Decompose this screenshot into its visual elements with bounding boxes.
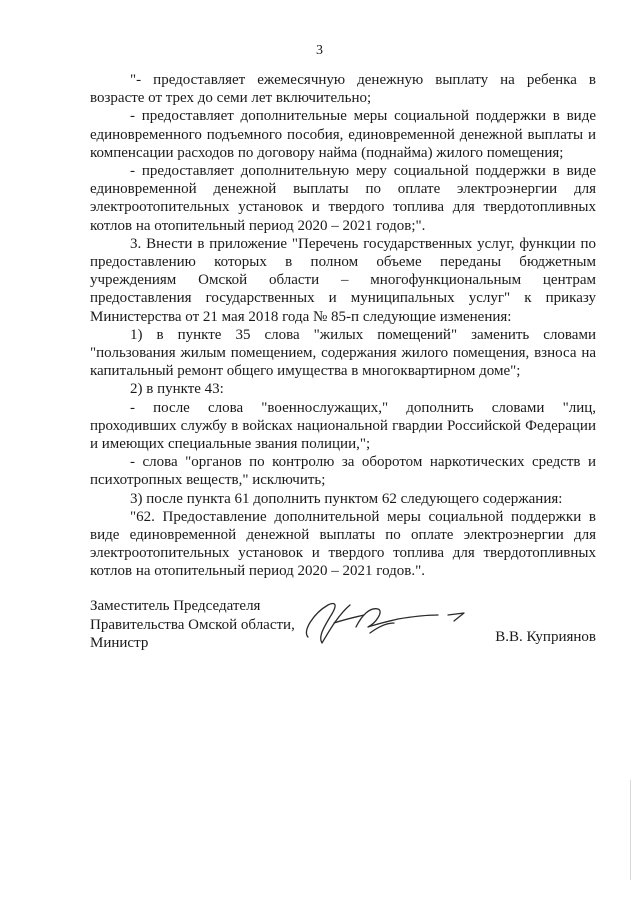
paragraph-10: "62. Предоставление дополнительной меры социальной поддержки в виде единовременной денежной выплаты по оплате электроэнергии для электроотопительных установок и твердого топлива для твердотопливных котлов на отопительный период 2020 – 2021 годов.". [90, 508, 596, 580]
handwritten-signature [298, 593, 474, 653]
paragraph-1: "- предоставляет ежемесячную денежную выплату на ребенка в возрасте от трех до семи лет включительно; [90, 72, 596, 107]
paragraph-7: - после слова "военнослужащих," дополнить словами "лиц, проходивших службу в войсках национальной гвардии Российской Федерации и имеющих специальные звания полиции,"; [90, 399, 596, 453]
paragraph-3: - предоставляет дополнительную меру социальной поддержки в виде единовременной денежной выплаты по оплате электроэнергии для электроотопительных установок и твердого топлива для твердотопливных котлов на отопительный период 2020 – 2021 годов;". [90, 163, 596, 234]
position-line-1: Заместитель Председателя [90, 598, 261, 614]
scan-edge-line [630, 780, 631, 880]
position-line-2: Правительства Омской области, [90, 616, 295, 633]
paragraph-6: 2) в пункте 43: [130, 381, 224, 398]
signatory-name: В.В. Куприянов [495, 629, 596, 645]
paragraph-5: 1) в пункте 35 слова "жилых помещений" заменить словами "пользования жилым помещением, содержания жилого помещения, взноса на капитальный ремонт общего имущества в многоквартирном доме"; [90, 326, 596, 380]
paragraph-8: - слова "органов по контролю за оборотом наркотических средств и психотропных веществ," исключить; [90, 454, 596, 489]
signature-block [90, 597, 596, 657]
paragraph-2: - предоставляет дополнительные меры социальной поддержки в виде единовременного подъемного пособия, единовременной денежной выплаты и компенсации расходов по договору найма (поднайма) жилого помещения; [90, 108, 596, 161]
paragraph-4: 3. Внести в приложение "Перечень государственных услуг, функции по предоставлению которых в полном объеме переданы бюджетным учреждениям Омской области – многофункциональным центрам предоставления государственных и муниципальных услуг" к приказу Министерства от 21 мая 2018 года № 85-п следующие изменения: [90, 235, 596, 325]
position-line-3: Министр [90, 635, 149, 652]
document-body [90, 71, 596, 581]
page-number: 3 [316, 43, 323, 58]
signatory-position [90, 597, 295, 653]
paragraph-9: 3) после пункта 61 дополнить пунктом 62 следующего содержания: [130, 490, 563, 507]
